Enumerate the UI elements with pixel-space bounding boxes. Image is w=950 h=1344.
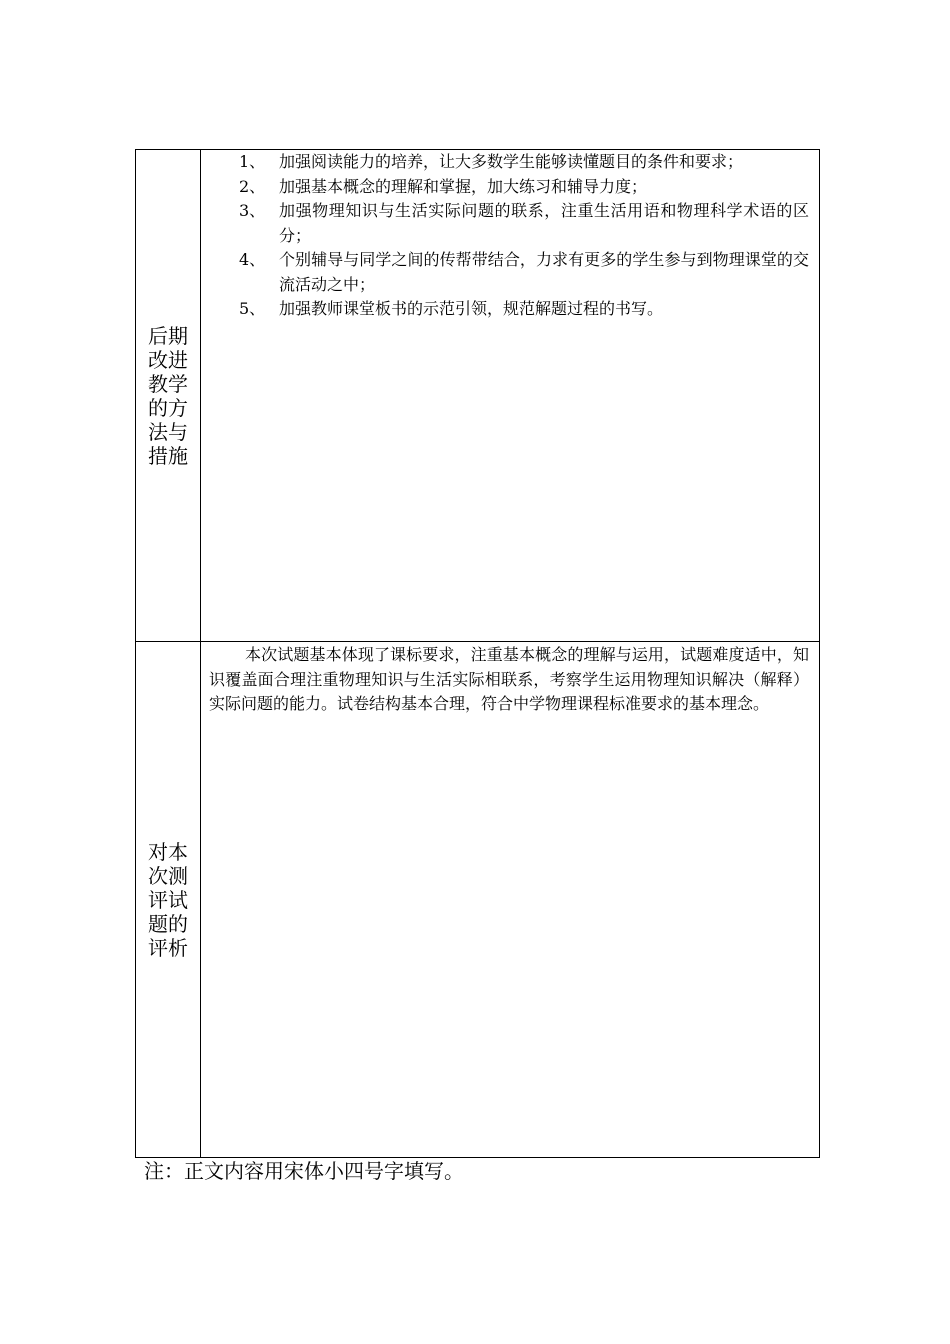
- list-item: [209, 199, 809, 248]
- measures-list: [209, 150, 809, 322]
- evaluation-paragraph: 本次试题基本体现了课标要求，注重基本概念的理解与运用，试题难度适中，知识覆盖面合理注重物理知识与生活实际相联系，考察学生运用物理知识解决（解释）实际问题的能力。试卷结构基本合理，符合中学物理课程标准要求的基本理念。: [209, 645, 809, 713]
- list-item: [209, 150, 809, 175]
- document-table: [135, 149, 820, 1158]
- list-item-text: 加强教师课堂板书的示范引领，规范解题过程的书写。: [279, 299, 664, 318]
- row-label-cell: [136, 642, 201, 1157]
- list-item-number: 5、: [239, 299, 266, 318]
- list-item: [209, 297, 809, 322]
- row-label: 后期改进教学的方法与措施: [148, 323, 188, 468]
- measures-content-cell: [201, 150, 819, 641]
- footnote: 注：正文内容用宋体小四号字填写。: [144, 1159, 464, 1183]
- list-item-number: 4、: [239, 250, 266, 269]
- table-row-improvement-measures: [136, 150, 819, 642]
- list-item-number: 2、: [239, 176, 266, 196]
- evaluation-content-cell: [201, 642, 819, 1157]
- list-item: [209, 248, 809, 297]
- list-item: [209, 175, 809, 200]
- list-item-text: 加强基本概念的理解和掌握，加大练习和辅导力度；: [279, 176, 648, 196]
- list-item-number: 1、: [239, 152, 266, 171]
- list-item-text: 个别辅导与同学之间的传帮带结合，力求有更多的学生参与到物理课堂的交流活动之中；: [279, 250, 809, 294]
- list-item-text: 加强物理知识与生活实际问题的联系，注重生活用语和物理科学术语的区分；: [279, 201, 809, 245]
- list-item-number: 3、: [239, 201, 266, 220]
- table-row-test-evaluation: [136, 642, 819, 1157]
- row-label-cell: [136, 150, 201, 641]
- list-item-text: 加强阅读能力的培养，让大多数学生能够读懂题目的条件和要求；: [279, 152, 744, 171]
- row-label: 对本次测评试题的评析: [148, 839, 188, 960]
